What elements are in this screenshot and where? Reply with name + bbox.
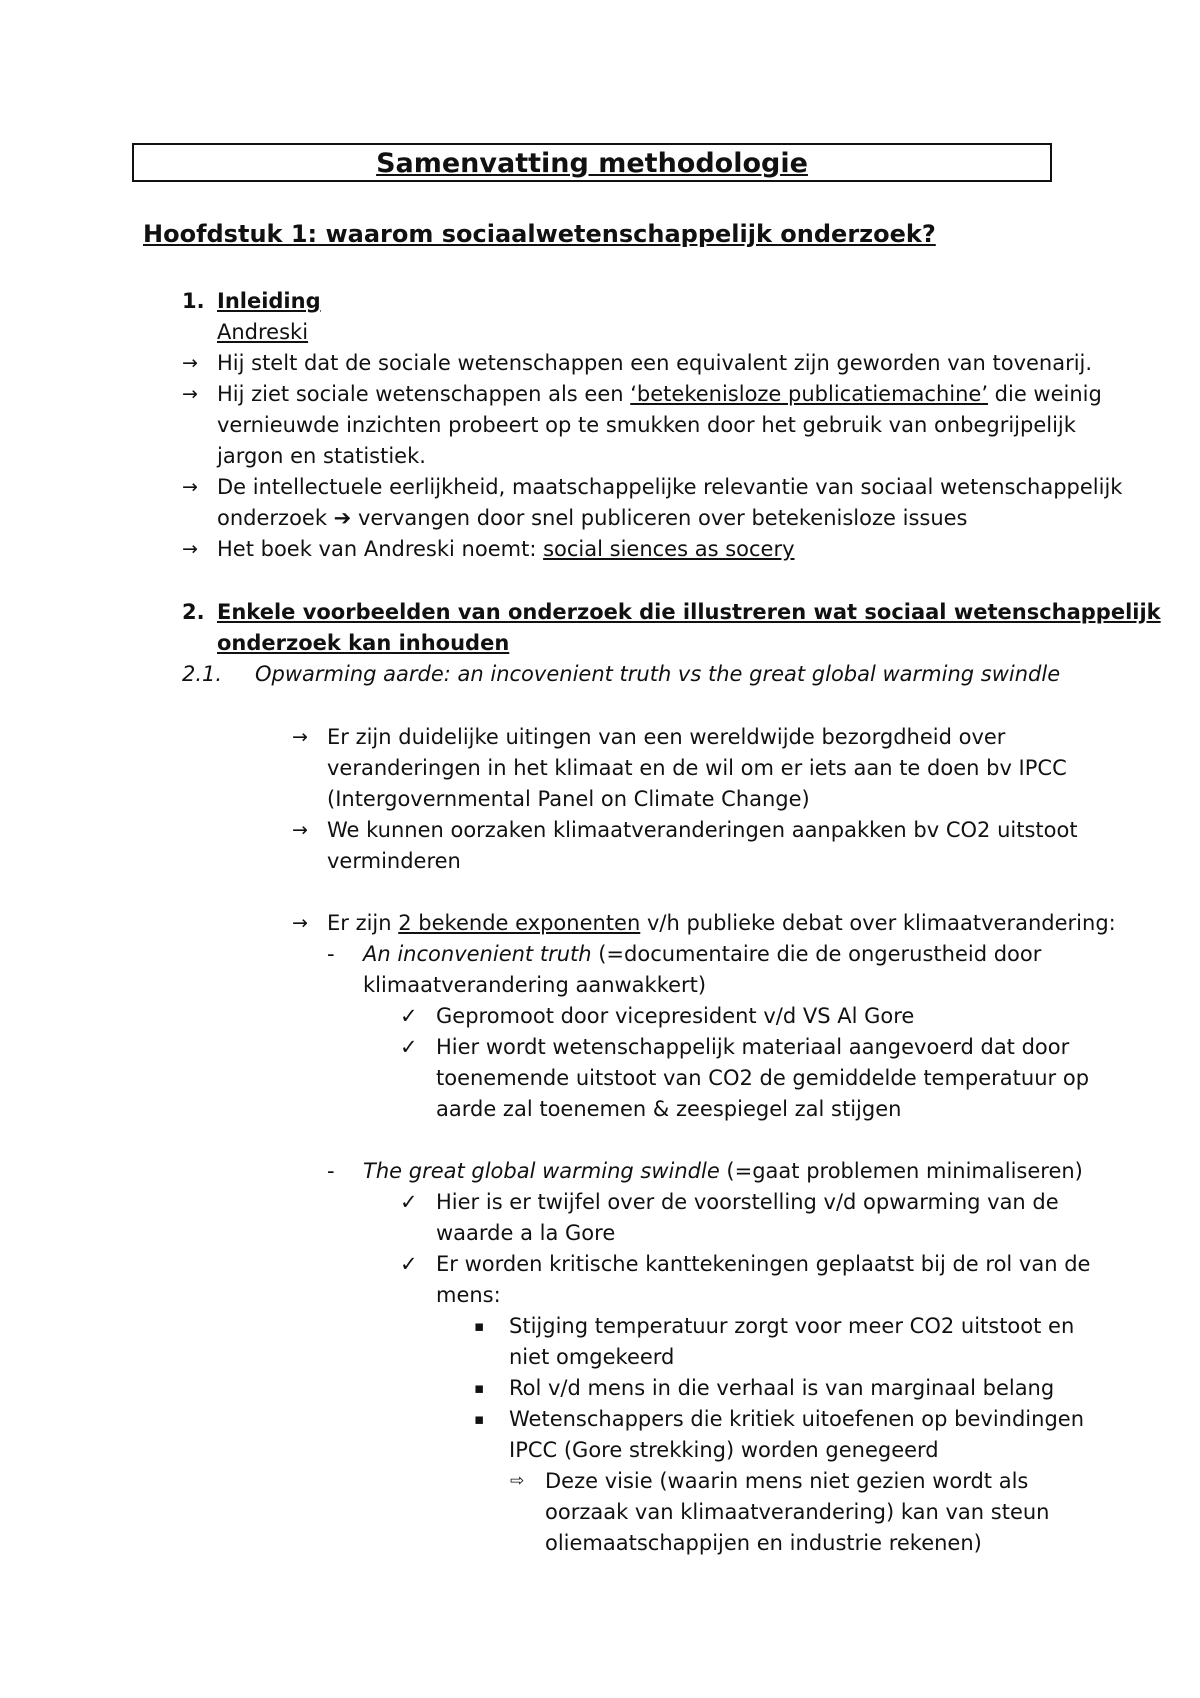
right-arrow-icon: ➔ bbox=[333, 506, 352, 530]
check-item-3: Hier is er twijfel over de voorstelling v/d opwarming van de bbox=[436, 1190, 1059, 1214]
section1-title: Inleiding bbox=[217, 289, 321, 313]
text-run: Hij ziet sociale wetenschappen als een bbox=[217, 382, 631, 406]
square-bullet-icon: ▪ bbox=[474, 1379, 485, 1397]
subsection-number: 2.1. bbox=[182, 662, 223, 686]
check-icon: ✓ bbox=[400, 1004, 418, 1028]
section1-bullet-2-line2: vernieuwde inzichten probeert op te smukken door het gebruik van onbegrijpelijk bbox=[217, 413, 1076, 437]
section2-title: Enkele voorbeelden van onderzoek die illustreren wat sociaal wetenschappelijk bbox=[217, 600, 1161, 624]
check-item-4-line2: mens: bbox=[436, 1283, 501, 1307]
check-icon: ✓ bbox=[400, 1190, 418, 1214]
conclusion-item-line2: oorzaak van klimaatverandering) kan van steun bbox=[545, 1500, 1050, 1524]
arrow-bullet: → bbox=[292, 912, 308, 934]
section1-bullet-1: Hij stelt dat de sociale wetenschappen een equivalent zijn geworden van tovenarij. bbox=[217, 351, 1093, 375]
quoted-term: ‘betekenisloze publicatiemachine’ bbox=[630, 382, 988, 406]
arrow-bullet: → bbox=[182, 476, 198, 498]
section1-subtitle: Andreski bbox=[217, 320, 309, 344]
chapter-heading: Hoofdstuk 1: waarom sociaalwetenschappelijk onderzoek? bbox=[143, 220, 936, 248]
conclusion-item-line3: oliemaatschappijen en industrie rekenen) bbox=[545, 1531, 982, 1555]
section1-bullet-2 bbox=[217, 379, 1102, 410]
check-item-4: Er worden kritische kanttekeningen geplaatst bij de rol van de bbox=[436, 1252, 1091, 1276]
check-icon: ✓ bbox=[400, 1035, 418, 1059]
dash-item-1-line2: klimaatverandering aanwakkert) bbox=[363, 973, 707, 997]
section1-bullet-4 bbox=[217, 534, 795, 565]
section1-bullet-3-line2 bbox=[217, 503, 968, 534]
climate-bullet-1: Er zijn duidelijke uitingen van een wereldwijde bezorgdheid over bbox=[327, 725, 1006, 749]
check-icon: ✓ bbox=[400, 1252, 418, 1276]
dash-bullet: - bbox=[327, 1159, 335, 1183]
check-item-2-line3: aarde zal toenemen & zeespiegel zal stijgen bbox=[436, 1097, 902, 1121]
arrow-bullet: → bbox=[292, 819, 308, 841]
square-bullet-icon: ▪ bbox=[474, 1317, 485, 1335]
arrow-bullet: → bbox=[182, 383, 198, 405]
text-run: Er zijn bbox=[327, 911, 399, 935]
text-run: v/h publieke debat over klimaatverandering: bbox=[640, 911, 1116, 935]
section1-bullet-2-line3: jargon en statistiek. bbox=[217, 444, 426, 468]
climate-bullet-1-line3: (Intergovernmental Panel on Climate Change) bbox=[327, 787, 810, 811]
square-item-1: Stijging temperatuur zorgt voor meer CO2 uitstoot en bbox=[509, 1314, 1075, 1338]
check-item-1: Gepromoot door vicepresident v/d VS Al Gore bbox=[436, 1004, 915, 1028]
text-run: (=gaat problemen minimaliseren) bbox=[719, 1159, 1083, 1183]
section2-title-line2: onderzoek kan inhouden bbox=[217, 631, 510, 655]
hollow-arrow-icon: ⇨ bbox=[510, 1471, 525, 1491]
climate-bullet-2: We kunnen oorzaken klimaatveranderingen aanpakken bv CO2 uitstoot bbox=[327, 818, 1078, 842]
square-item-3: Wetenschappers die kritiek uitoefenen op bevindingen bbox=[509, 1407, 1085, 1431]
square-item-2: Rol v/d mens in die verhaal is van marginaal belang bbox=[509, 1376, 1055, 1400]
arrow-bullet: → bbox=[182, 352, 198, 374]
text-run: vervangen door snel publiceren over betekenisloze issues bbox=[351, 506, 968, 530]
square-item-1-line2: niet omgekeerd bbox=[509, 1345, 675, 1369]
text-run: onderzoek bbox=[217, 506, 334, 530]
section1-bullet-3: De intellectuele eerlijkheid, maatschappelijke relevantie van sociaal wetenschappelijk bbox=[217, 475, 1123, 499]
film-title: The great global warming swindle bbox=[363, 1159, 720, 1183]
climate-bullet-3 bbox=[327, 908, 1116, 939]
subsection-title: Opwarming aarde: an incovenient truth vs the great global warming swindle bbox=[255, 662, 1061, 686]
climate-bullet-2-line2: verminderen bbox=[327, 849, 461, 873]
dash-item-1 bbox=[363, 939, 1041, 970]
section1-number: 1. bbox=[182, 289, 205, 313]
check-item-3-line2: waarde a la Gore bbox=[436, 1221, 616, 1245]
title-box bbox=[132, 143, 1052, 182]
dash-bullet: - bbox=[327, 942, 335, 966]
arrow-bullet: → bbox=[182, 538, 198, 560]
text-run: (=documentaire die de ongerustheid door bbox=[591, 942, 1042, 966]
text-run: die weinig bbox=[988, 382, 1102, 406]
section2-number: 2. bbox=[182, 600, 205, 624]
climate-bullet-1-line2: veranderingen in het klimaat en de wil om er iets aan te doen bv IPCC bbox=[327, 756, 1067, 780]
text-run: Het boek van Andreski noemt: bbox=[217, 537, 544, 561]
square-bullet-icon: ▪ bbox=[474, 1410, 485, 1428]
check-item-2-line2: toenemende uitstoot van CO2 de gemiddelde temperatuur op bbox=[436, 1066, 1090, 1090]
check-item-2: Hier wordt wetenschappelijk materiaal aangevoerd dat door bbox=[436, 1035, 1070, 1059]
dash-item-2 bbox=[363, 1156, 1083, 1187]
square-item-3-line2: IPCC (Gore strekking) worden genegeerd bbox=[509, 1438, 939, 1462]
film-title: An inconvenient truth bbox=[363, 942, 592, 966]
exponents-term: 2 bekende exponenten bbox=[398, 911, 641, 935]
arrow-bullet: → bbox=[292, 726, 308, 748]
document-title: Samenvatting methodologie bbox=[376, 148, 808, 179]
conclusion-item: Deze visie (waarin mens niet gezien wordt als bbox=[545, 1469, 1029, 1493]
book-title: social siences as socery bbox=[543, 537, 795, 561]
